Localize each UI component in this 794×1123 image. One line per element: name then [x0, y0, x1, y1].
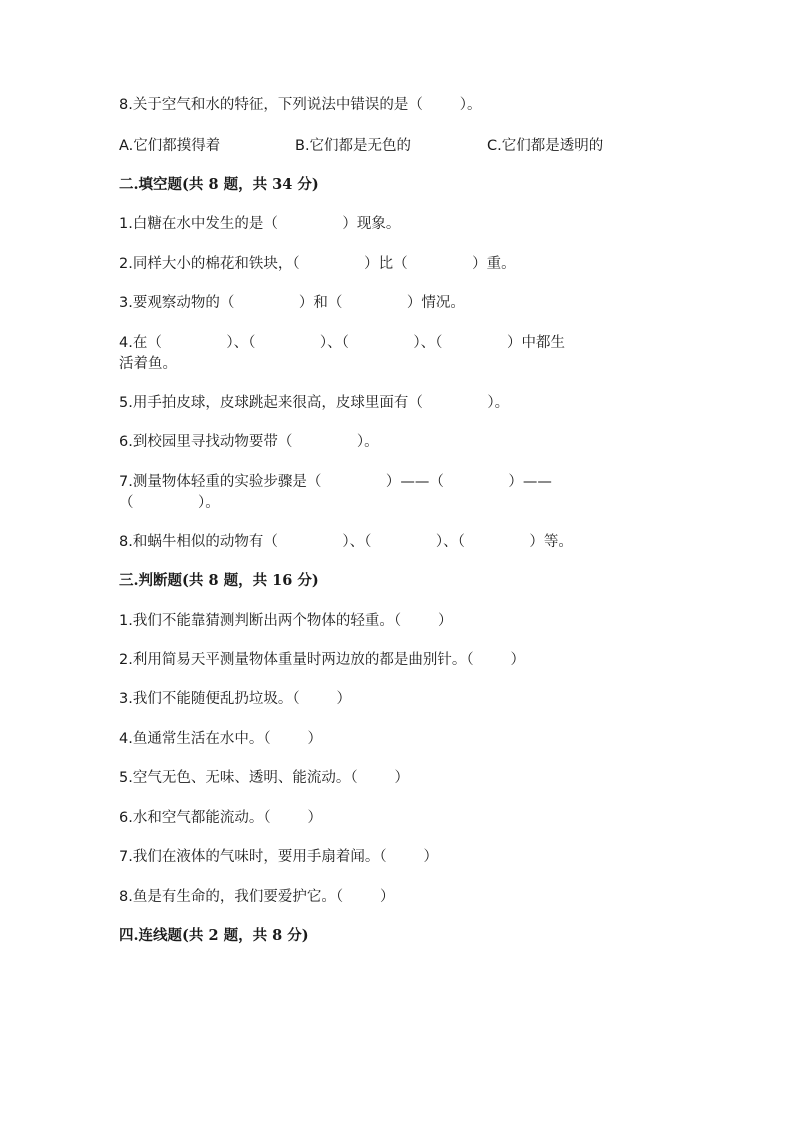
section-heading-judge: 三.判断题(共 8 题，共 16 分): [119, 572, 319, 589]
judge-item: 6.水和空气都能流动。（ ）: [119, 810, 322, 826]
section-heading-fill: 二.填空题(共 8 题，共 34 分): [119, 176, 319, 193]
fill-item: 4.在（ ）、（ ）、（ ）、（ ）中都生: [119, 335, 565, 351]
fill-item: 7.测量物体轻重的实验步骤是（ ）——（ ）——: [119, 474, 552, 490]
judge-item: 7.我们在液体的气味时，要用手扇着闻。（ ）: [119, 849, 438, 865]
judge-item: 1.我们不能靠猜测判断出两个物体的轻重。（ ）: [119, 613, 453, 629]
fill-item-continued: 活着鱼。: [119, 356, 177, 372]
judge-item: 2.利用简易天平测量物体重量时两边放的都是曲别针。（ ）: [119, 652, 525, 668]
judge-item: 3.我们不能随便乱扔垃圾。（ ）: [119, 691, 351, 707]
fill-item: 5.用手拍皮球，皮球跳起来很高，皮球里面有（ ）。: [119, 395, 510, 411]
question-stem: 8.关于空气和水的特征，下列说法中错误的是（ ）。: [119, 97, 482, 113]
judge-item: 5.空气无色、无味、透明、能流动。（ ）: [119, 770, 409, 786]
fill-item: 6.到校园里寻找动物要带（ ）。: [119, 434, 379, 450]
judge-item: 8.鱼是有生命的，我们要爱护它。（ ）: [119, 889, 395, 905]
section-heading-match: 四.连线题(共 2 题，共 8 分): [119, 927, 309, 944]
fill-item: 3.要观察动物的（ ）和（ ）情况。: [119, 295, 465, 311]
judge-item: 4.鱼通常生活在水中。（ ）: [119, 731, 322, 747]
fill-item: 1.白糖在水中发生的是（ ）现象。: [119, 216, 401, 232]
fill-item-continued: （ ）。: [119, 495, 220, 511]
option-a: A.它们都摸得着: [119, 138, 221, 154]
option-c: C.它们都是透明的: [487, 138, 604, 154]
fill-item: 2.同样大小的棉花和铁块，（ ）比（ ）重。: [119, 256, 516, 272]
fill-item: 8.和蜗牛相似的动物有（ ）、（ ）、（ ）等。: [119, 534, 573, 550]
option-b: B.它们都是无色的: [295, 138, 412, 154]
